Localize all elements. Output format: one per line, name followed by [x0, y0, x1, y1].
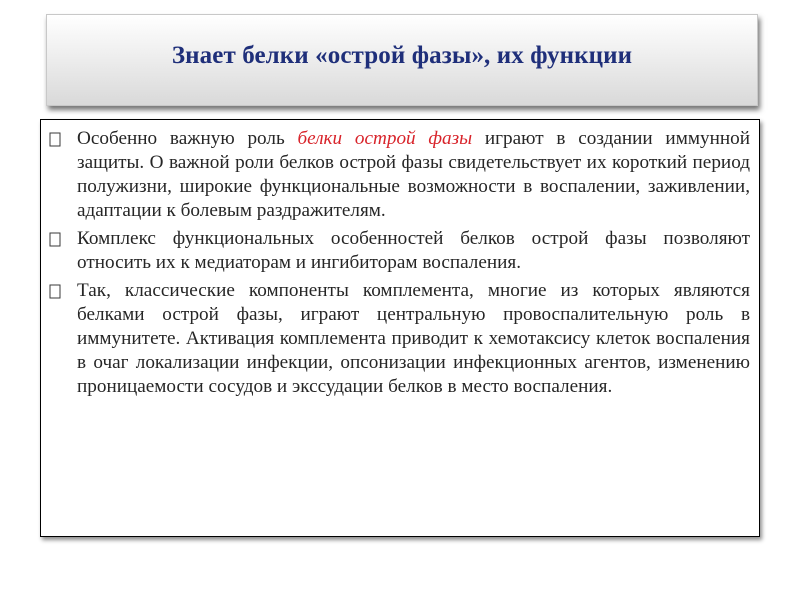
- bullet-marker-icon: [49, 127, 67, 151]
- bullet-item: [49, 227, 750, 275]
- bullet-item: [49, 127, 750, 223]
- slide-title: Знает белки «острой фазы», их функции: [171, 42, 633, 69]
- bullet-list: [41, 120, 759, 399]
- bullet-text-after: играют в создании иммунной защиты. О важной роли белков острой фазы свидетельствует их короткий период полужизни, широкие функциональные возможности в воспалении, заживлении, адаптации к болевым раздражителям.: [77, 128, 750, 221]
- content-box: [40, 119, 760, 537]
- title-banner: [46, 14, 758, 106]
- highlight-term: белки острой фазы: [297, 128, 473, 149]
- bullet-text: Комплекс функциональных особенностей белков острой фазы позволяют относить их к медиаторам и ингибиторам воспаления.: [77, 228, 750, 273]
- bullet-item: [49, 279, 750, 399]
- bullet-text-before: Особенно важную роль: [77, 128, 298, 149]
- bullet-text: Так, классические компоненты комплемента, многие из которых являются белками острой фазы, играют центральную провоспалительную роль в иммунитете. Активация комплемента приводит к хемотаксису клеток воспаления в очаг локализации инфекции, опсонизации инфекционных агентов, изменению проницаемости сосудов и экссудации белков в место воспаления.: [77, 280, 750, 397]
- bullet-marker-icon: [49, 279, 67, 303]
- bullet-marker-icon: [49, 227, 67, 251]
